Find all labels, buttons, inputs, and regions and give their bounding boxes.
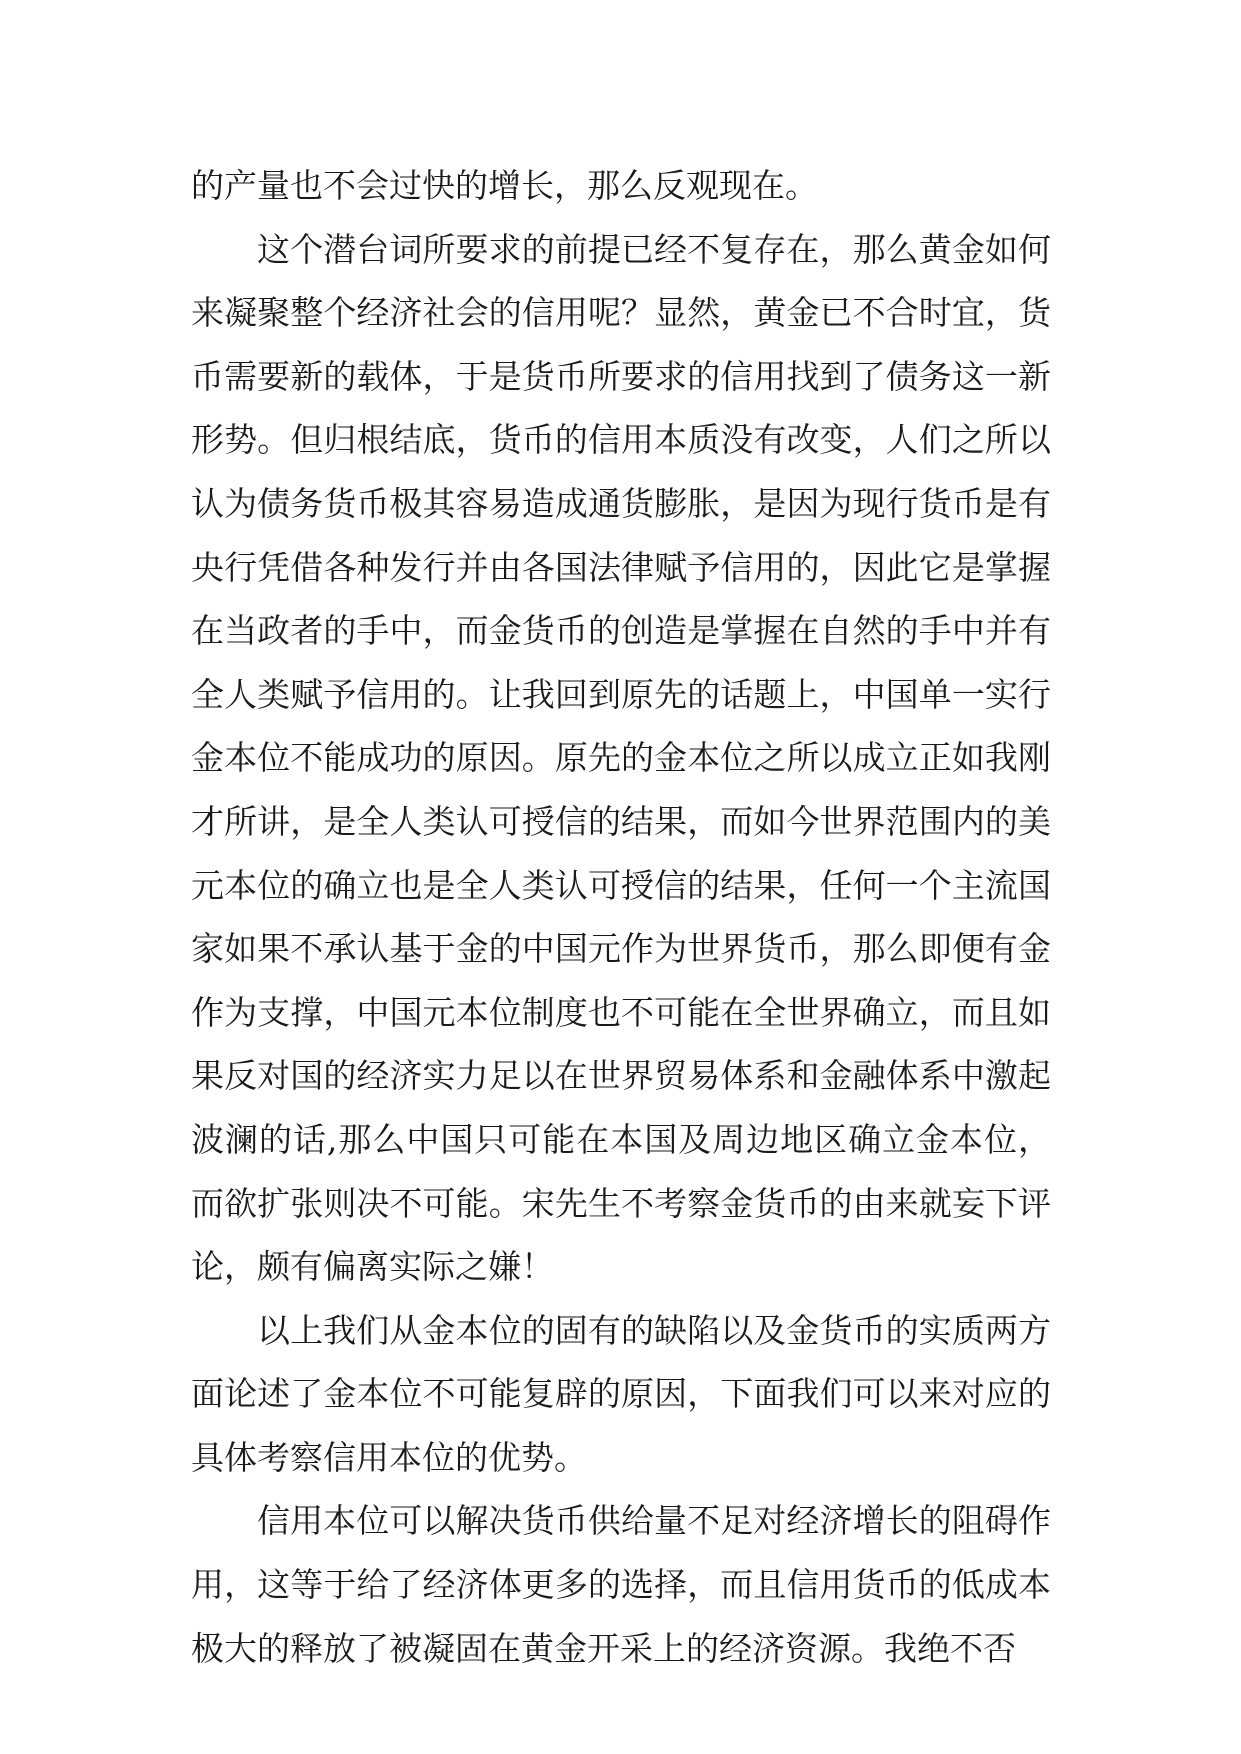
document-body (191, 154, 1051, 1680)
paragraph-4: 信用本位可以解决货币供给量不足对经济增长的阻碍作用，这等于给了经济体更多的选择，而且信用货币的低成本极大的释放了被凝固在黄金开采上的经济资源。我绝不否 (191, 1501, 1051, 1668)
paragraph-1: 的产量也不会过快的增长，那么反观现在。 (191, 166, 818, 205)
paragraph-3: 以上我们从金本位的固有的缺陷以及金货币的实质两方面论述了金本位不可能复辟的原因，下面我们可以来对应的具体考察信用本位的优势。 (191, 1310, 1051, 1477)
paragraph-2: 这个潜台词所要求的前提已经不复存在，那么黄金如何来凝聚整个经济社会的信用呢？显然，黄金已不合时宜，货币需要新的载体，于是货币所要求的信用找到了债务这一新形势。但归根结底，货币的信用本质没有改变，人们之所以认为债务货币极其容易造成通货膨胀，是因为现行货币是有央行凭借各种发行并由各国法律赋予信用的，因此它是掌握在当政者的手中，而金货币的创造是掌握在自然的手中并有全人类赋予信用的。让我回到原先的话题上，中国单一实行金本位不能成功的原因。原先的金本位之所以成立正如我刚才所讲，是全人类认可授信的结果，而如今世界范围内的美元本位的确立也是全人类认可授信的结果，任何一个主流国家如果不承认基于金的中国元作为世界货币，那么即便有金作为支撑，中国元本位制度也不可能在全世界确立，而且如果反对国的经济实力足以在世界贸易体系和金融体系中激起波澜的话,那么中国只可能在本国及周边地区确立金本位，而欲扩张则决不可能。宋先生不考察金货币的由来就妄下评论，颇有偏离实际之嫌！ (191, 229, 1051, 1287)
